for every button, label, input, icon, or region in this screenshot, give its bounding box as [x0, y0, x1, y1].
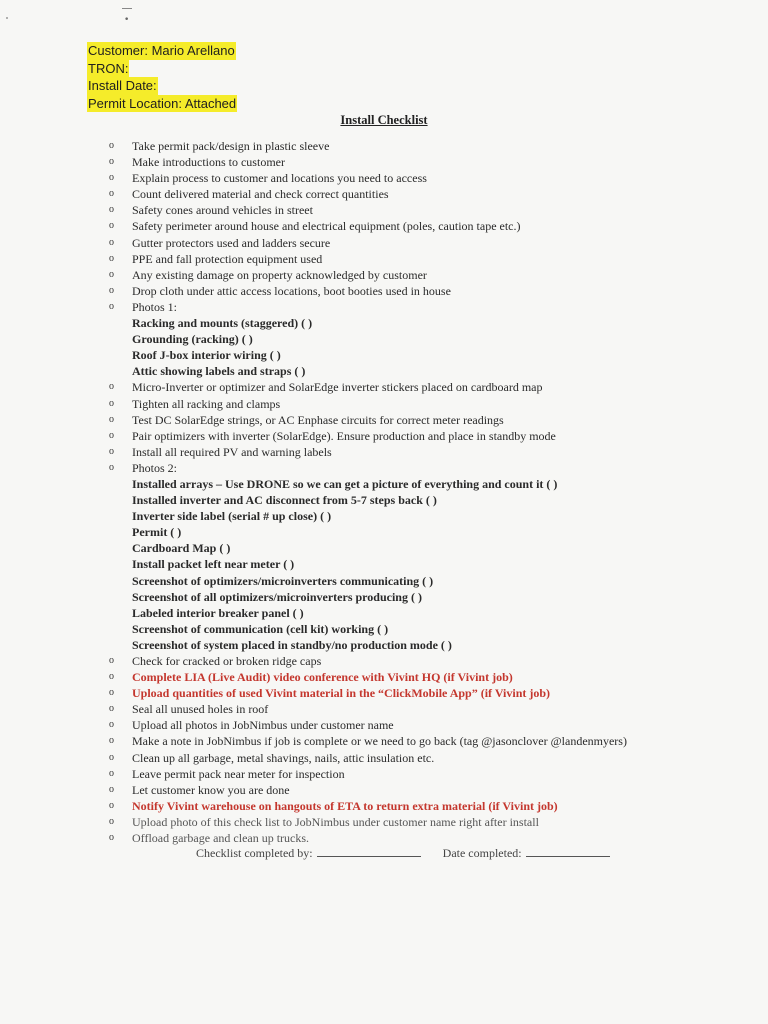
bullet-icon: o	[109, 832, 114, 844]
bullet-icon: o	[109, 268, 114, 280]
checklist-item-text: Photos 2:	[132, 460, 178, 475]
checklist-item	[109, 733, 729, 749]
checklist-item-text: Explain process to customer and locations you need to access	[132, 171, 427, 186]
photo-subitem	[109, 573, 729, 589]
checklist-item	[109, 444, 729, 460]
bullet-icon: o	[109, 671, 114, 683]
photo-subitem	[109, 331, 729, 347]
bullet-icon: o	[109, 735, 114, 747]
bullet-icon: o	[109, 815, 114, 827]
checklist-item	[109, 701, 729, 717]
checklist-item-text: Pair optimizers with inverter (SolarEdge). Ensure production and place in standby mode	[132, 428, 556, 443]
checklist-item	[109, 798, 729, 814]
checklist-item	[109, 138, 729, 154]
checklist-item-text: Seal all unused holes in roof	[132, 702, 269, 717]
checklist-item-text: Screenshot of optimizers/microinverters communicating ( )	[132, 573, 434, 588]
checklist-item-text: Make a note in JobNimbus if job is complete or we need to go back (tag @jasonclover @landenmyers)	[132, 734, 627, 749]
checklist-item-text: Cardboard Map ( )	[132, 541, 231, 556]
checklist-item	[109, 830, 729, 846]
checklist-item-text: Install all required PV and warning labels	[132, 444, 332, 459]
checklist-item-text: Grounding (racking) ( )	[132, 332, 253, 347]
checklist-item-text: Upload photo of this check list to JobNimbus under customer name right after install	[132, 814, 539, 829]
bullet-icon: o	[109, 300, 114, 312]
checklist-item	[109, 235, 729, 251]
date-completed-blank	[526, 846, 610, 857]
bullet-icon: o	[109, 413, 114, 425]
checklist-item-text: Count delivered material and check correct quantities	[132, 187, 389, 202]
bullet-icon: o	[109, 719, 114, 731]
checklist-item-text: Screenshot of system placed in standby/no production mode ( )	[132, 637, 452, 652]
checklist-item-text: Safety perimeter around house and electrical equipment (poles, caution tape etc.)	[132, 219, 521, 234]
bullet-icon: o	[109, 751, 114, 763]
bullet-icon: o	[109, 204, 114, 216]
photo-subitem	[109, 315, 729, 331]
checklist-item-text: Upload all photos in JobNimbus under customer name	[132, 718, 394, 733]
checklist	[109, 138, 729, 846]
checklist-item	[109, 267, 729, 283]
checklist-item	[109, 814, 729, 830]
checklist-item-text: Racking and mounts (staggered) ( )	[132, 316, 313, 331]
bullet-icon: o	[109, 172, 114, 184]
checklist-item	[109, 717, 729, 733]
completed-by-label: Checklist completed by:	[196, 846, 313, 860]
checklist-item-text: Install packet left near meter ( )	[132, 557, 295, 572]
photo-subitem	[109, 637, 729, 653]
bullet-icon: o	[109, 381, 114, 393]
checklist-item	[109, 750, 729, 766]
checklist-item	[109, 428, 729, 444]
customer-line: Customer: Mario Arellano	[88, 43, 235, 58]
bullet-icon: o	[109, 140, 114, 151]
scan-speck	[6, 17, 8, 19]
checklist-item-text: Safety cones around vehicles in street	[132, 203, 313, 218]
checklist-item-text: Roof J-box interior wiring ( )	[132, 348, 281, 363]
checklist-item-text: Attic showing labels and straps ( )	[132, 364, 306, 379]
checklist-item	[109, 653, 729, 669]
checklist-item	[109, 299, 729, 315]
checklist-item-text: Tighten all racking and clamps	[132, 396, 281, 411]
checklist-item-text: Leave permit pack near meter for inspection	[132, 766, 345, 781]
checklist-item	[109, 782, 729, 798]
bullet-icon: o	[109, 767, 114, 779]
checklist-item	[109, 412, 729, 428]
photo-subitem	[109, 476, 729, 492]
photo-subitem	[109, 621, 729, 637]
checklist-item-text: Photos 1:	[132, 299, 178, 314]
checklist-item-text: PPE and fall protection equipment used	[132, 251, 323, 266]
bullet-icon: o	[109, 188, 114, 200]
checklist-item	[109, 283, 729, 299]
photo-subitem	[109, 589, 729, 605]
scan-dot: •	[124, 15, 130, 25]
checklist-item	[109, 218, 729, 234]
bullet-icon: o	[109, 655, 114, 666]
checklist-item-text: Drop cloth under attic access locations, boot booties used in house	[132, 283, 451, 298]
bullet-icon: o	[109, 284, 114, 296]
checklist-item-text: Gutter protectors used and ladders secure	[132, 235, 331, 250]
checklist-item-text: Installed arrays – Use DRONE so we can get a picture of everything and count it ( )	[132, 476, 558, 491]
checklist-item-text: Make introductions to customer	[132, 155, 285, 170]
bullet-icon: o	[109, 461, 114, 473]
checklist-item	[109, 460, 729, 476]
photo-subitem	[109, 492, 729, 508]
checklist-item	[109, 154, 729, 170]
bullet-icon: o	[109, 703, 114, 715]
checklist-item	[109, 766, 729, 782]
tron-line: TRON:	[88, 60, 129, 76]
bullet-icon: o	[109, 445, 114, 457]
bullet-icon: o	[109, 397, 114, 409]
permit-location-line: Permit Location: Attached	[88, 95, 237, 111]
checklist-item-text: Screenshot of all optimizers/microinverters producing ( )	[132, 589, 422, 604]
photo-subitem	[109, 524, 729, 540]
checklist-item-text: Let customer know you are done	[132, 782, 290, 797]
checklist-item-text: Clean up all garbage, metal shavings, nails, attic insulation etc.	[132, 750, 435, 765]
bullet-icon: o	[109, 252, 114, 264]
scan-mark	[118, 6, 140, 26]
bullet-icon: o	[109, 687, 114, 699]
checklist-item	[109, 685, 729, 701]
bullet-icon: o	[109, 799, 114, 811]
photo-subitem	[109, 347, 729, 363]
checklist-item-text: Permit ( )	[132, 525, 182, 540]
checklist-item	[109, 186, 729, 202]
checklist-item-text: Upload quantities of used Vivint material in the “ClickMobile App” (if Vivint job)	[132, 686, 551, 701]
checklist-item-text: Complete LIA (Live Audit) video conference with Vivint HQ (if Vivint job)	[132, 670, 513, 685]
date-completed-label: Date completed:	[442, 846, 522, 860]
photo-subitem	[109, 508, 729, 524]
bullet-icon: o	[109, 220, 114, 232]
bullet-icon: o	[109, 156, 114, 168]
bullet-icon: o	[109, 429, 114, 441]
scan-dash	[122, 8, 132, 9]
photo-subitem	[109, 540, 729, 556]
checklist-item-text: Offload garbage and clean up trucks.	[132, 831, 310, 846]
checklist-item-text: Test DC SolarEdge strings, or AC Enphase circuits for correct meter readings	[132, 412, 504, 427]
checklist-item-text: Take permit pack/design in plastic sleeve	[132, 139, 330, 153]
install-date-line: Install Date:	[88, 78, 157, 93]
checklist-item-text: Installed inverter and AC disconnect from 5-7 steps back ( )	[132, 493, 437, 508]
checklist-item-text: Labeled interior breaker panel ( )	[132, 605, 304, 620]
checklist-item-text: Micro-Inverter or optimizer and SolarEdge inverter stickers placed on cardboard map	[132, 380, 543, 395]
photo-subitem	[109, 605, 729, 621]
checklist-title: Install Checklist	[340, 113, 428, 127]
checklist-item	[109, 251, 729, 267]
checklist-item	[109, 170, 729, 186]
photo-subitem	[109, 363, 729, 379]
bullet-icon: o	[109, 783, 114, 795]
checklist-item-text: Any existing damage on property acknowledged by customer	[132, 267, 427, 282]
checklist-item-text: Notify Vivint warehouse on hangouts of ETA to return extra material (if Vivint job)	[132, 798, 558, 813]
signature-footer	[196, 846, 610, 861]
checklist-item-text: Screenshot of communication (cell kit) working ( )	[132, 621, 389, 636]
checklist-item	[109, 202, 729, 218]
checklist-item	[109, 669, 729, 685]
checklist-item	[109, 396, 729, 412]
checklist-item-text: Check for cracked or broken ridge caps	[132, 654, 322, 668]
checklist-item	[109, 379, 729, 395]
checklist-item-text: Inverter side label (serial # up close) ( )	[132, 509, 332, 524]
customer-info-block	[87, 42, 237, 112]
photo-subitem	[109, 556, 729, 572]
completed-by-blank	[317, 846, 421, 857]
bullet-icon: o	[109, 236, 114, 248]
